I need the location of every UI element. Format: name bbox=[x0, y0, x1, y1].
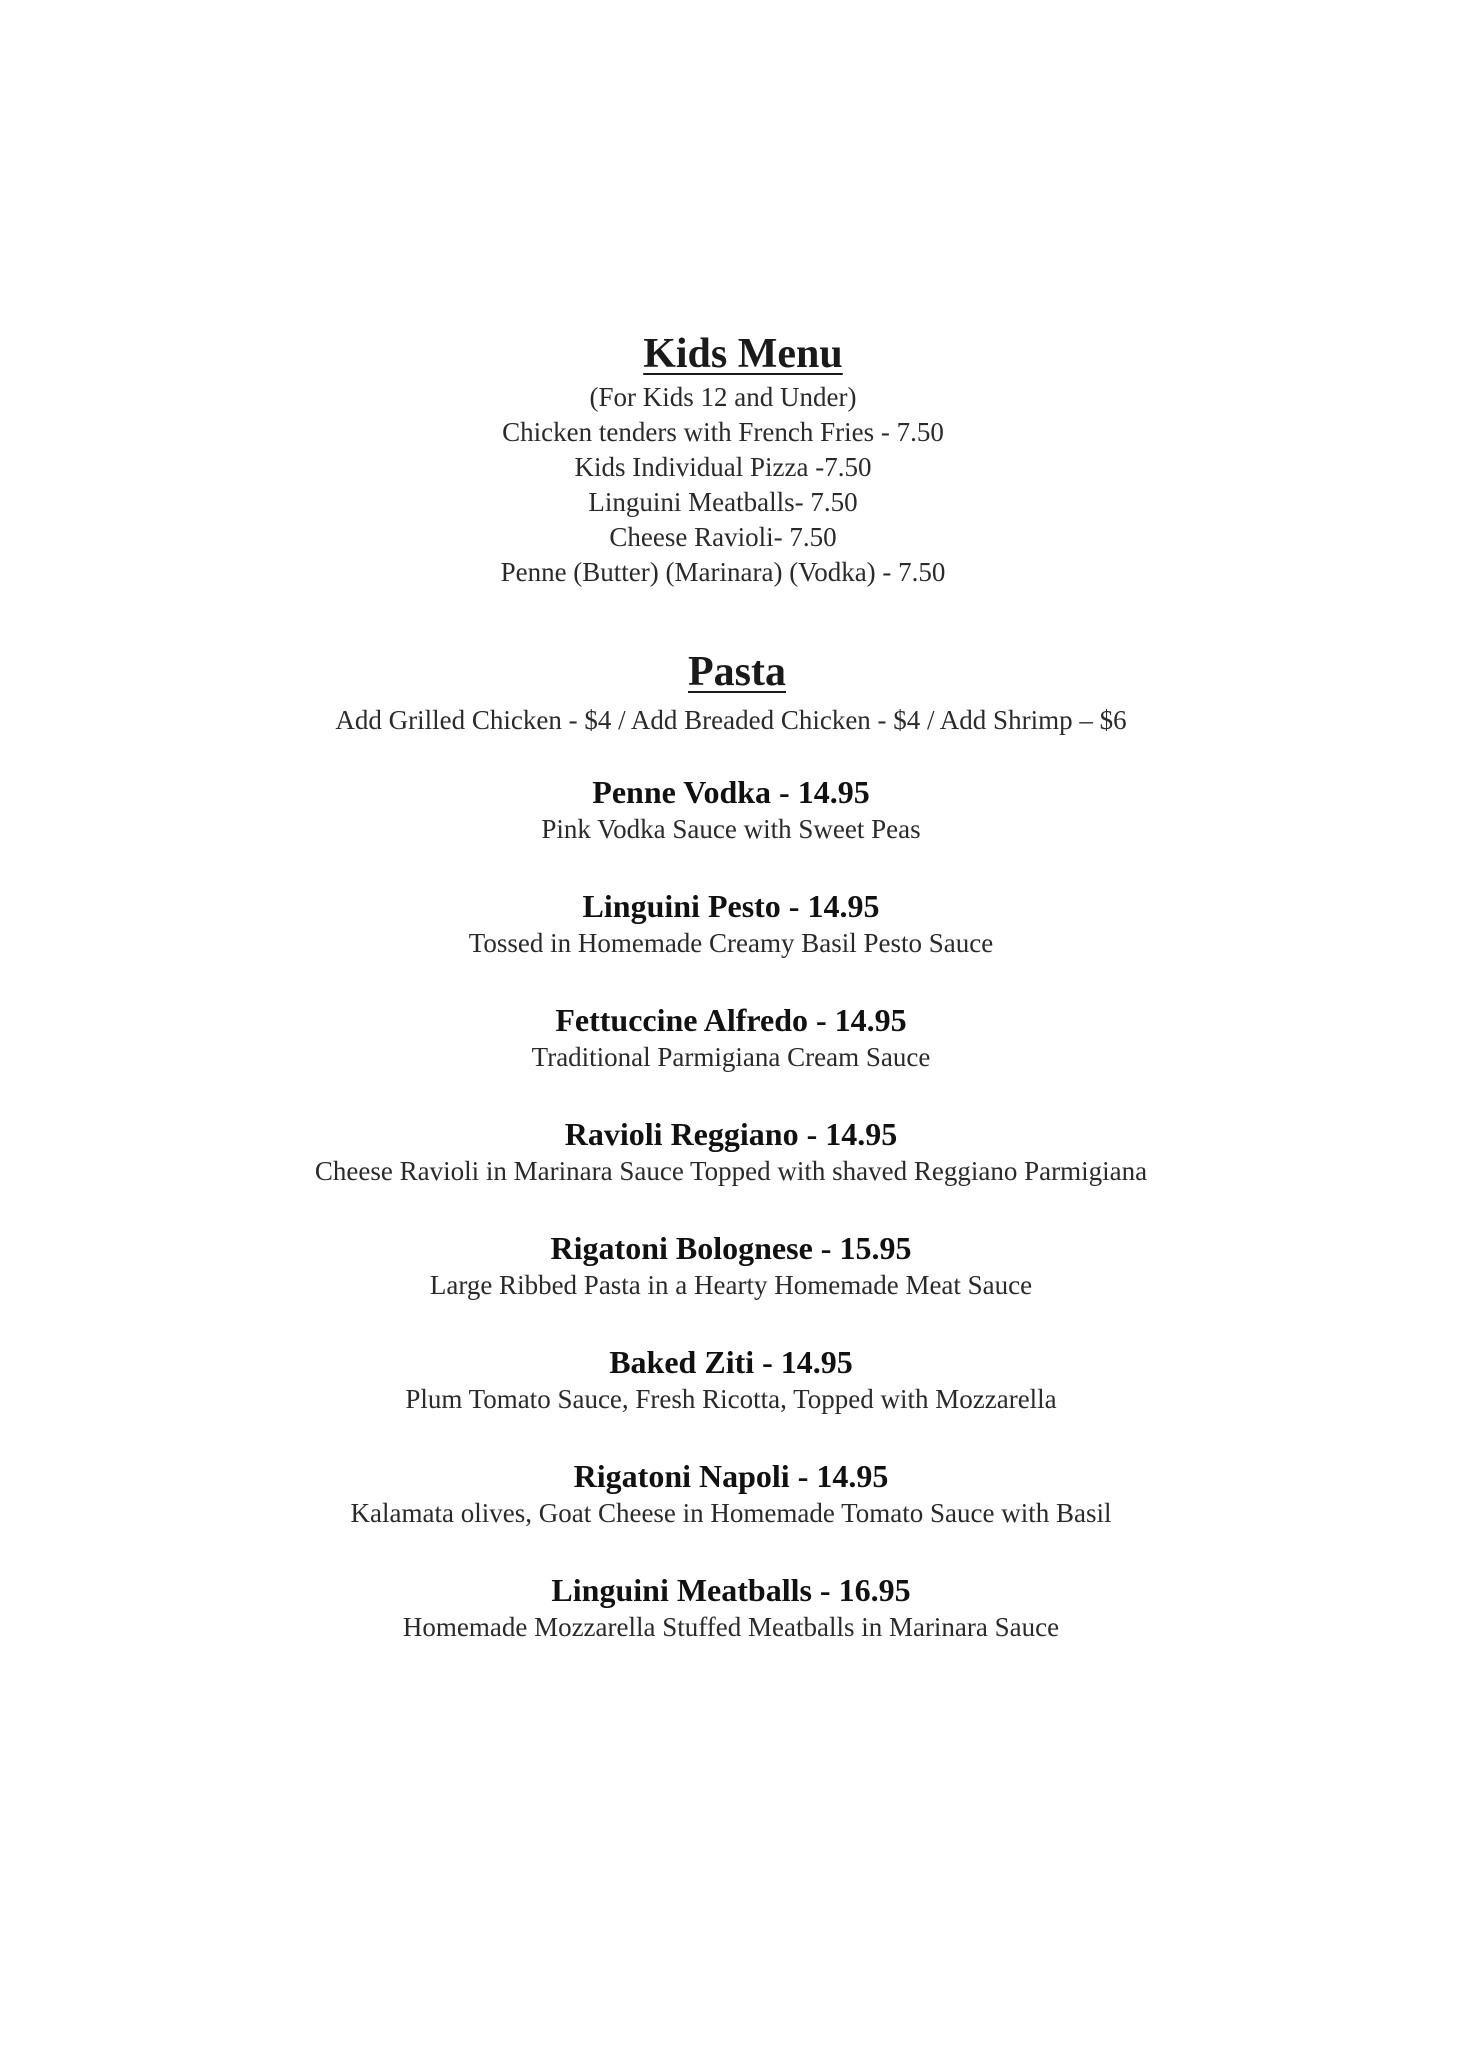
dish-description: Pink Vodka Sauce with Sweet Peas bbox=[541, 814, 921, 844]
dish-item bbox=[0, 1228, 1462, 1302]
dish-item bbox=[0, 772, 1462, 846]
kids-menu-item: Chicken tenders with French Fries - 7.50 bbox=[502, 417, 944, 447]
kids-menu-item: Kids Individual Pizza -7.50 bbox=[574, 452, 872, 482]
dish-name: Ravioli Reggiano - 14.95 bbox=[564, 1116, 898, 1152]
kids-menu-item: Cheese Ravioli- 7.50 bbox=[609, 522, 837, 552]
dish-name: Linguini Meatballs - 16.95 bbox=[551, 1572, 911, 1608]
dish-description: Plum Tomato Sauce, Fresh Ricotta, Topped with Mozzarella bbox=[405, 1384, 1057, 1414]
dish-name: Rigatoni Napoli - 14.95 bbox=[573, 1458, 889, 1494]
pasta-addons: Add Grilled Chicken - $4 / Add Breaded Chicken - $4 / Add Shrimp – $6 bbox=[335, 705, 1127, 735]
kids-menu-title: Kids Menu bbox=[643, 331, 843, 377]
dish-description: Tossed in Homemade Creamy Basil Pesto Sauce bbox=[468, 928, 994, 958]
dish-item bbox=[0, 886, 1462, 960]
kids-menu-subtitle: (For Kids 12 and Under) bbox=[589, 382, 857, 412]
dish-description: Traditional Parmigiana Cream Sauce bbox=[531, 1042, 931, 1072]
dish-name: Linguini Pesto - 14.95 bbox=[582, 888, 880, 924]
dish-item bbox=[0, 1570, 1462, 1644]
dish-description: Homemade Mozzarella Stuffed Meatballs in Marinara Sauce bbox=[402, 1612, 1060, 1642]
dish-description: Cheese Ravioli in Marinara Sauce Topped with shaved Reggiano Parmigiana bbox=[314, 1156, 1148, 1186]
pasta-title: Pasta bbox=[688, 649, 786, 695]
kids-menu-item: Penne (Butter) (Marinara) (Vodka) - 7.50 bbox=[500, 557, 946, 587]
pasta-section bbox=[0, 646, 1462, 1644]
dish-item bbox=[0, 1342, 1462, 1416]
dish-item bbox=[0, 1114, 1462, 1188]
dish-name: Fettuccine Alfredo - 14.95 bbox=[555, 1002, 907, 1038]
dish-name: Baked Ziti - 14.95 bbox=[609, 1344, 853, 1380]
dish-name: Penne Vodka - 14.95 bbox=[592, 774, 870, 810]
dish-description: Large Ribbed Pasta in a Hearty Homemade Meat Sauce bbox=[429, 1270, 1033, 1300]
dish-description: Kalamata olives, Goat Cheese in Homemade Tomato Sauce with Basil bbox=[350, 1498, 1112, 1528]
dish-name: Rigatoni Bolognese - 15.95 bbox=[550, 1230, 912, 1266]
dish-item bbox=[0, 1000, 1462, 1074]
dish-item bbox=[0, 1456, 1462, 1530]
kids-menu-section bbox=[0, 328, 1462, 590]
kids-menu-item: Linguini Meatballs- 7.50 bbox=[588, 487, 858, 517]
